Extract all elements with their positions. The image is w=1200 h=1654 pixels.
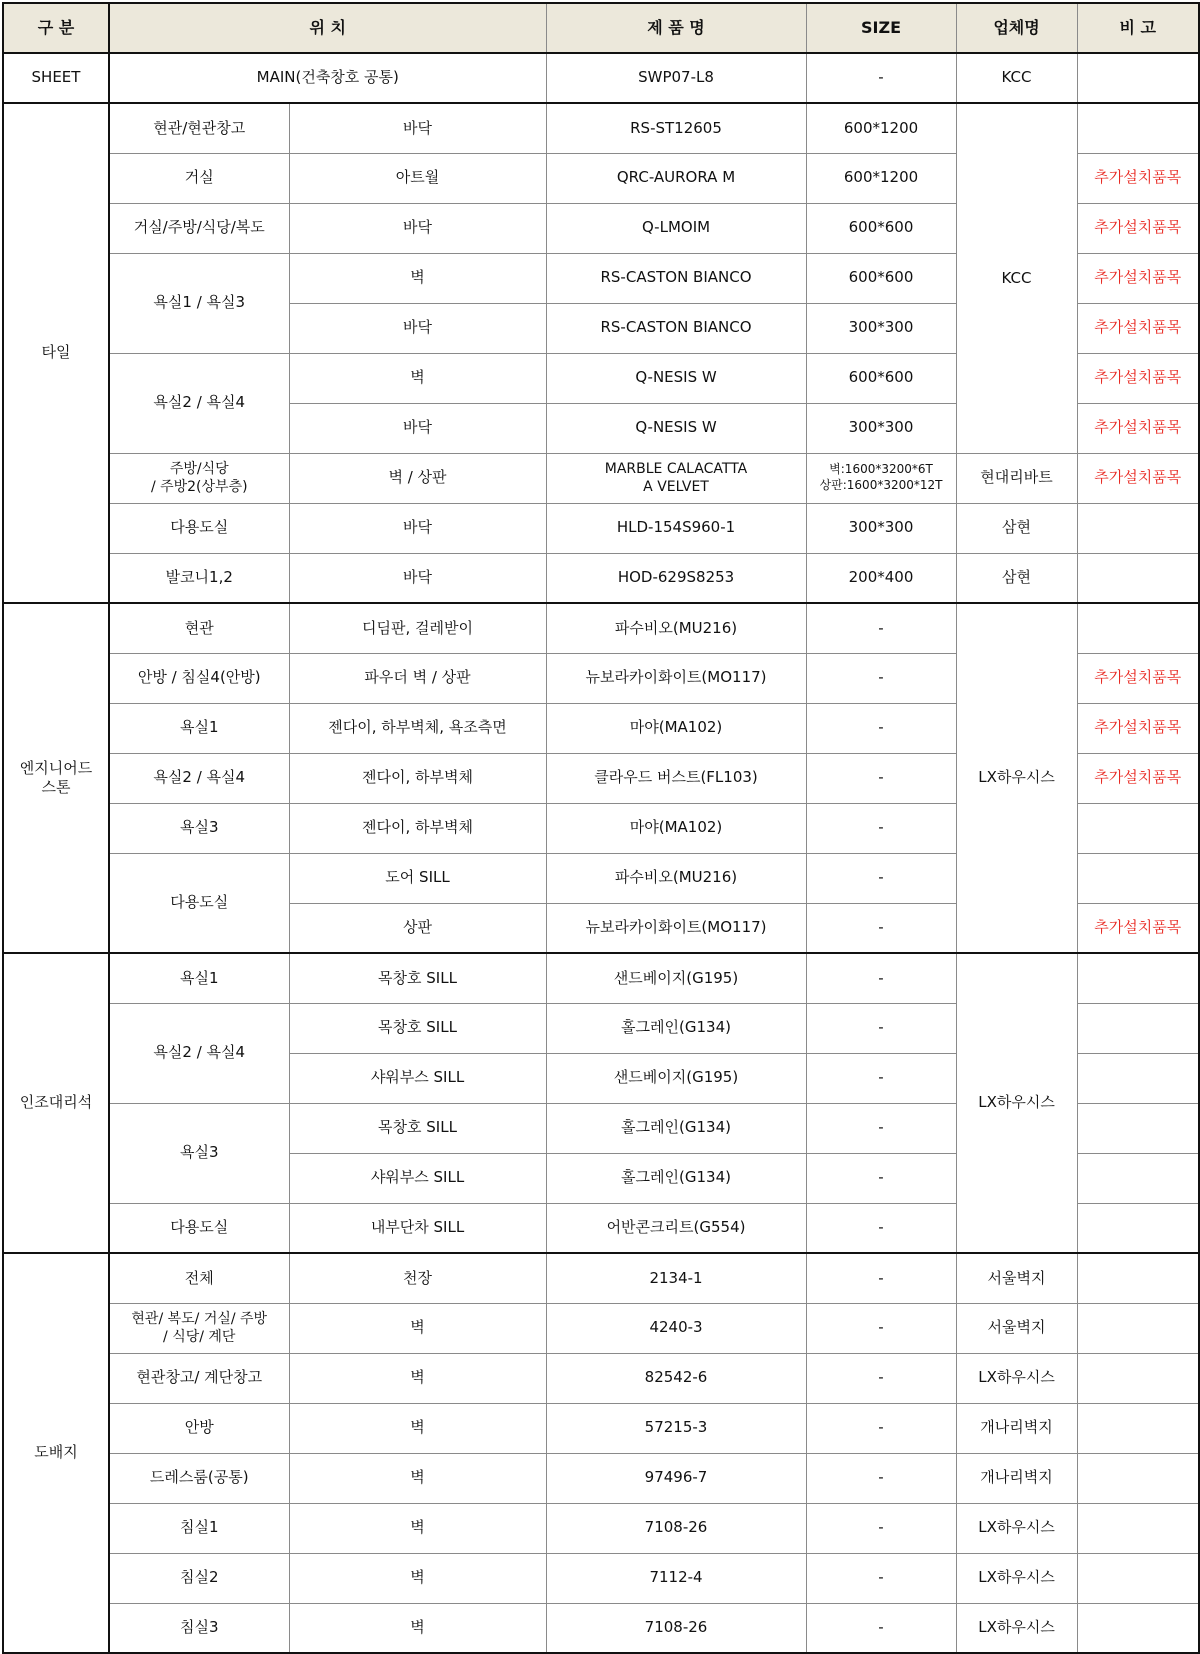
product-cell: 클라우드 버스트(FL103) <box>546 753 806 803</box>
product-cell: 7108-26 <box>546 1503 806 1553</box>
location-cell: 욕실3 <box>109 803 289 853</box>
remark-cell <box>1077 553 1199 603</box>
table-row <box>3 1353 1199 1403</box>
product-cell: RS-CASTON BIANCO <box>546 253 806 303</box>
sublocation-cell: 젠다이, 하부벽체 <box>289 803 546 853</box>
vendor-cell: LX하우시스 <box>956 1603 1077 1653</box>
size-cell: 600*600 <box>806 353 956 403</box>
table-row <box>3 1503 1199 1553</box>
remark-cell <box>1077 1353 1199 1403</box>
sublocation-cell: 도어 SILL <box>289 853 546 903</box>
size-cell: - <box>806 1553 956 1603</box>
location-cell: 전체 <box>109 1253 289 1303</box>
product-cell: 97496-7 <box>546 1453 806 1503</box>
product-cell: 2134-1 <box>546 1253 806 1303</box>
location-cell: 거실 <box>109 153 289 203</box>
size-cell: 300*300 <box>806 303 956 353</box>
header-remark: 비 고 <box>1077 3 1199 53</box>
remark-cell: 추가설치품목 <box>1077 303 1199 353</box>
category-cell: 인조대리석 <box>3 953 109 1253</box>
spec-sheet <box>2 2 1200 1654</box>
location-cell: 침실3 <box>109 1603 289 1653</box>
remark-cell: 추가설치품목 <box>1077 353 1199 403</box>
remark-cell <box>1077 1003 1199 1053</box>
remark-cell <box>1077 1053 1199 1103</box>
location-cell: 현관/현관창고 <box>109 103 289 153</box>
vendor-cell: 서울벽지 <box>956 1253 1077 1303</box>
remark-cell: 추가설치품목 <box>1077 153 1199 203</box>
product-cell: RS-CASTON BIANCO <box>546 303 806 353</box>
size-cell: - <box>806 803 956 853</box>
size-cell: - <box>806 1303 956 1353</box>
sublocation-cell: 벽 <box>289 1453 546 1503</box>
category-line: 엔지니어드 <box>19 758 93 777</box>
sublocation-cell: 벽 <box>289 1603 546 1653</box>
sublocation-cell: 벽 <box>289 1553 546 1603</box>
location-cell: 다용도실 <box>109 1203 289 1253</box>
sublocation-cell: 내부단차 SILL <box>289 1203 546 1253</box>
product-cell: 57215-3 <box>546 1403 806 1453</box>
product-cell: 파수비오(MU216) <box>546 603 806 653</box>
product-line: A VELVET <box>643 479 709 495</box>
size-cell: - <box>806 1353 956 1403</box>
location-cell <box>109 453 289 503</box>
header-product: 제 품 명 <box>546 3 806 53</box>
size-cell: - <box>806 53 956 103</box>
vendor-cell: KCC <box>956 103 1077 453</box>
header-category: 구 분 <box>3 3 109 53</box>
location-cell: 욕실1 / 욕실3 <box>109 253 289 353</box>
sublocation-cell: 목창호 SILL <box>289 1003 546 1053</box>
product-cell: 홀그레인(G134) <box>546 1003 806 1053</box>
size-cell: - <box>806 953 956 1003</box>
product-cell: HLD-154S960-1 <box>546 503 806 553</box>
location-cell: 욕실1 <box>109 703 289 753</box>
vendor-cell: LX하우시스 <box>956 953 1077 1253</box>
location-cell: 욕실2 / 욕실4 <box>109 1003 289 1103</box>
vendor-cell: 삼현 <box>956 553 1077 603</box>
remark-cell: 추가설치품목 <box>1077 203 1199 253</box>
product-cell: 마야(MA102) <box>546 703 806 753</box>
location-cell: 발코니1,2 <box>109 553 289 603</box>
vendor-cell: LX하우시스 <box>956 1553 1077 1603</box>
remark-cell <box>1077 803 1199 853</box>
sublocation-cell: 벽 <box>289 1353 546 1403</box>
location-cell: MAIN(건축창호 공통) <box>109 53 546 103</box>
location-line: / 주방2(상부층) <box>150 479 248 495</box>
location-cell: 다용도실 <box>109 503 289 553</box>
remark-cell <box>1077 1553 1199 1603</box>
location-cell: 안방 / 침실4(안방) <box>109 653 289 703</box>
remark-cell: 추가설치품목 <box>1077 703 1199 753</box>
size-cell: - <box>806 603 956 653</box>
sublocation-cell: 목창호 SILL <box>289 953 546 1003</box>
vendor-cell: LX하우시스 <box>956 1353 1077 1403</box>
product-cell: 뉴보라카이화이트(MO117) <box>546 903 806 953</box>
finish-schedule-table <box>2 2 1200 1654</box>
vendor-cell: 서울벽지 <box>956 1303 1077 1353</box>
remark-cell: 추가설치품목 <box>1077 403 1199 453</box>
category-line: 스톤 <box>41 778 71 796</box>
size-cell: - <box>806 1253 956 1303</box>
product-cell: RS-ST12605 <box>546 103 806 153</box>
size-cell: - <box>806 1203 956 1253</box>
size-cell: - <box>806 1503 956 1553</box>
header-vendor: 업체명 <box>956 3 1077 53</box>
table-row <box>3 953 1199 1003</box>
table-row <box>3 1603 1199 1653</box>
size-cell: - <box>806 853 956 903</box>
size-cell: 300*300 <box>806 403 956 453</box>
table-row <box>3 503 1199 553</box>
vendor-cell: 현대리바트 <box>956 453 1077 503</box>
product-cell: 82542-6 <box>546 1353 806 1403</box>
product-line: MARBLE CALACATTA <box>604 460 748 477</box>
vendor-cell: 삼현 <box>956 503 1077 553</box>
sublocation-cell: 바닥 <box>289 303 546 353</box>
location-cell: 욕실3 <box>109 1103 289 1203</box>
sublocation-cell: 파우더 벽 / 상판 <box>289 653 546 703</box>
remark-cell <box>1077 1253 1199 1303</box>
table-row <box>3 1453 1199 1503</box>
sublocation-cell: 바닥 <box>289 103 546 153</box>
sublocation-cell: 샤워부스 SILL <box>289 1153 546 1203</box>
remark-cell <box>1077 1503 1199 1553</box>
vendor-cell: LX하우시스 <box>956 603 1077 953</box>
product-cell: 샌드베이지(G195) <box>546 1053 806 1103</box>
remark-cell <box>1077 1103 1199 1153</box>
category-cell: 도배지 <box>3 1253 109 1653</box>
size-cell: - <box>806 1003 956 1053</box>
sublocation-cell: 바닥 <box>289 553 546 603</box>
size-cell <box>806 453 956 503</box>
sublocation-cell: 상판 <box>289 903 546 953</box>
remark-cell: 추가설치품목 <box>1077 453 1199 503</box>
sublocation-cell: 바닥 <box>289 203 546 253</box>
location-cell: 드레스룸(공통) <box>109 1453 289 1503</box>
remark-cell <box>1077 1153 1199 1203</box>
product-cell: 7112-4 <box>546 1553 806 1603</box>
size-cell: 200*400 <box>806 553 956 603</box>
location-cell <box>109 1303 289 1353</box>
location-cell: 침실2 <box>109 1553 289 1603</box>
remark-cell <box>1077 853 1199 903</box>
location-cell: 침실1 <box>109 1503 289 1553</box>
remark-cell: 추가설치품목 <box>1077 653 1199 703</box>
sublocation-cell: 젠다이, 하부벽체, 욕조측면 <box>289 703 546 753</box>
location-cell: 다용도실 <box>109 853 289 953</box>
table-row <box>3 453 1199 503</box>
location-cell: 현관 <box>109 603 289 653</box>
location-cell: 거실/주방/식당/복도 <box>109 203 289 253</box>
product-cell: 샌드베이지(G195) <box>546 953 806 1003</box>
product-cell: 홀그레인(G134) <box>546 1153 806 1203</box>
header-row <box>3 3 1199 53</box>
location-cell: 욕실2 / 욕실4 <box>109 753 289 803</box>
size-cell: 300*300 <box>806 503 956 553</box>
product-cell: Q-NESIS W <box>546 353 806 403</box>
sublocation-cell: 샤워부스 SILL <box>289 1053 546 1103</box>
product-cell: 7108-26 <box>546 1603 806 1653</box>
remark-cell <box>1077 1453 1199 1503</box>
size-line: 상판:1600*3200*12T <box>819 478 943 492</box>
remark-cell <box>1077 503 1199 553</box>
sublocation-cell: 벽 <box>289 1303 546 1353</box>
sublocation-cell: 젠다이, 하부벽체 <box>289 753 546 803</box>
remark-cell <box>1077 603 1199 653</box>
product-cell: Q-LMOIM <box>546 203 806 253</box>
sublocation-cell: 벽 / 상판 <box>289 453 546 503</box>
size-cell: 600*1200 <box>806 103 956 153</box>
size-cell: - <box>806 653 956 703</box>
size-cell: - <box>806 1103 956 1153</box>
vendor-cell: KCC <box>956 53 1077 103</box>
remark-cell <box>1077 1403 1199 1453</box>
product-cell: 뉴보라카이화이트(MO117) <box>546 653 806 703</box>
location-line: / 식당/ 계단 <box>163 1329 236 1345</box>
location-cell: 욕실1 <box>109 953 289 1003</box>
size-cell: 600*600 <box>806 253 956 303</box>
sublocation-cell: 천장 <box>289 1253 546 1303</box>
product-cell: QRC-AURORA M <box>546 153 806 203</box>
remark-cell <box>1077 53 1199 103</box>
product-cell <box>546 453 806 503</box>
sublocation-cell: 벽 <box>289 353 546 403</box>
product-cell: SWP07-L8 <box>546 53 806 103</box>
product-cell: Q-NESIS W <box>546 403 806 453</box>
category-cell <box>3 603 109 953</box>
sublocation-cell: 벽 <box>289 1503 546 1553</box>
sublocation-cell: 벽 <box>289 1403 546 1453</box>
table-row <box>3 1553 1199 1603</box>
size-cell: - <box>806 1053 956 1103</box>
category-cell: 타일 <box>3 103 109 603</box>
table-row <box>3 1253 1199 1303</box>
sublocation-cell: 바닥 <box>289 403 546 453</box>
product-cell: 파수비오(MU216) <box>546 853 806 903</box>
location-line: 현관/ 복도/ 거실/ 주방 <box>131 1310 268 1327</box>
table-row <box>3 1403 1199 1453</box>
remark-cell <box>1077 103 1199 153</box>
vendor-cell: 개나리벽지 <box>956 1403 1077 1453</box>
product-cell: 마야(MA102) <box>546 803 806 853</box>
table-row <box>3 103 1199 153</box>
sublocation-cell: 바닥 <box>289 503 546 553</box>
remark-cell <box>1077 1203 1199 1253</box>
remark-cell <box>1077 1303 1199 1353</box>
size-cell: 600*600 <box>806 203 956 253</box>
product-cell: 홀그레인(G134) <box>546 1103 806 1153</box>
sublocation-cell: 디딤판, 걸레받이 <box>289 603 546 653</box>
remark-cell: 추가설치품목 <box>1077 903 1199 953</box>
remark-cell <box>1077 1603 1199 1653</box>
vendor-cell: LX하우시스 <box>956 1503 1077 1553</box>
sublocation-cell: 아트월 <box>289 153 546 203</box>
header-location: 위 치 <box>109 3 546 53</box>
product-cell: HOD-629S8253 <box>546 553 806 603</box>
table-row <box>3 53 1199 103</box>
product-cell: 어반콘크리트(G554) <box>546 1203 806 1253</box>
product-cell: 4240-3 <box>546 1303 806 1353</box>
remark-cell: 추가설치품목 <box>1077 253 1199 303</box>
remark-cell <box>1077 953 1199 1003</box>
table-row <box>3 603 1199 653</box>
size-cell: - <box>806 1603 956 1653</box>
location-cell: 욕실2 / 욕실4 <box>109 353 289 453</box>
vendor-cell: 개나리벽지 <box>956 1453 1077 1503</box>
table-row <box>3 553 1199 603</box>
header-size: SIZE <box>806 3 956 53</box>
table-row <box>3 1303 1199 1353</box>
location-cell: 안방 <box>109 1403 289 1453</box>
sublocation-cell: 목창호 SILL <box>289 1103 546 1153</box>
size-cell: - <box>806 703 956 753</box>
size-cell: - <box>806 1453 956 1503</box>
size-line: 벽:1600*3200*6T <box>829 462 933 477</box>
remark-cell: 추가설치품목 <box>1077 753 1199 803</box>
size-cell: - <box>806 1153 956 1203</box>
location-cell: 현관창고/ 계단창고 <box>109 1353 289 1403</box>
size-cell: - <box>806 903 956 953</box>
size-cell: - <box>806 1403 956 1453</box>
sublocation-cell: 벽 <box>289 253 546 303</box>
location-line: 주방/식당 <box>169 460 229 477</box>
size-cell: 600*1200 <box>806 153 956 203</box>
size-cell: - <box>806 753 956 803</box>
category-cell: SHEET <box>3 53 109 103</box>
